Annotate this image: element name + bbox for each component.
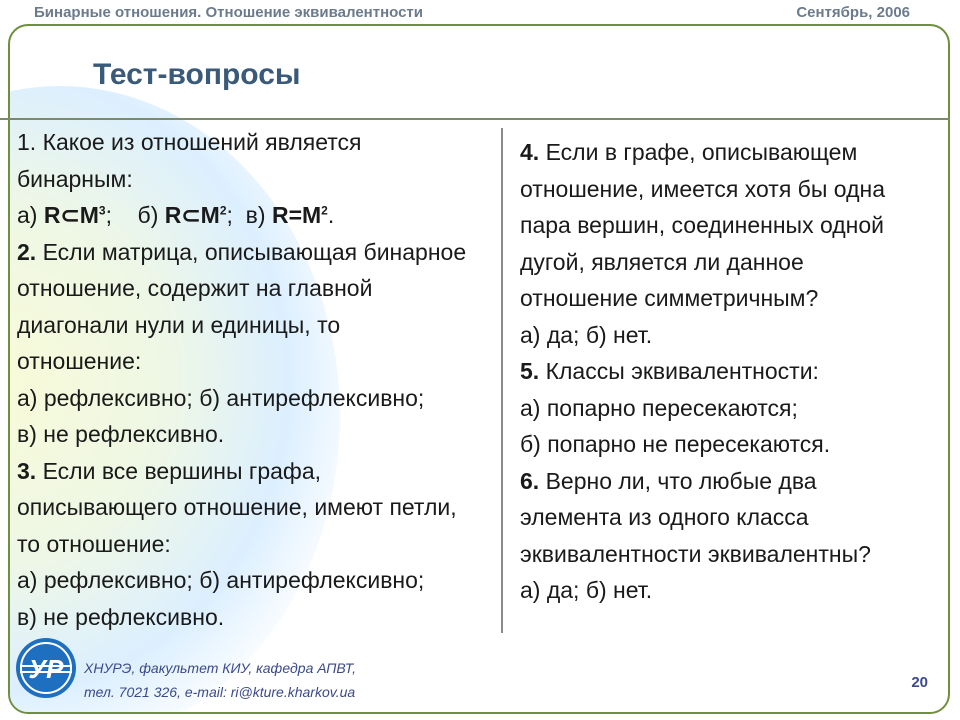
option-a-punct: ;: [105, 202, 112, 228]
slide-title: Тест-вопросы: [93, 58, 301, 91]
question-3-line: то отношение:: [17, 530, 171, 557]
question-5-text: Классы эквивалентности:: [539, 358, 819, 384]
option-c-punct: .: [327, 202, 335, 228]
question-6-line: эквивалентности эквивалентны?: [520, 540, 871, 567]
footer-affiliation: ХНУРЭ, факультет КИУ, кафедра АПВТ,: [84, 660, 357, 676]
question-3-line: описывающего отношение, имеют петли,: [17, 494, 457, 520]
option-c-label: в): [245, 202, 272, 228]
question-3-text: Если все вершины графа,: [36, 457, 322, 484]
question-5-options: б) попарно не пересекаются.: [520, 431, 831, 457]
question-2-line: [17, 234, 499, 271]
question-4-line: отношение симметричным?: [520, 285, 819, 311]
question-5-number: 5.: [520, 358, 540, 384]
question-6-options: а) да; б) нет.: [520, 577, 653, 603]
option-c-relation: R=M: [271, 202, 322, 228]
option-b-exponent: 2: [219, 203, 227, 218]
question-5-line: [520, 353, 950, 390]
option-a-label: а): [17, 202, 44, 228]
question-2-line: диагонали нули и единицы, то: [17, 311, 341, 338]
question-4-options: а) да; б) нет.: [520, 321, 653, 348]
question-3-number: 3.: [17, 457, 37, 484]
question-6-line: [520, 463, 950, 500]
question-2-options: в) не рефлексивно.: [17, 421, 225, 447]
question-6-text: Верно ли, что любые два: [539, 467, 817, 494]
left-column: [17, 124, 499, 635]
option-a-relation: R⊂M: [43, 202, 99, 228]
question-2-number: 2.: [17, 238, 37, 265]
question-4-number: 4.: [520, 139, 540, 165]
question-3-line: [17, 453, 499, 490]
question-4-line: пара вершин, соединенных одной: [520, 212, 885, 238]
option-b-relation: R⊂M: [164, 202, 220, 228]
question-2-text: Если матрица, описывающая бинарное: [36, 238, 467, 265]
option-a-exponent: 3: [98, 203, 106, 218]
question-3-options: а) рефлексивно; б) антирефлексивно;: [17, 567, 425, 593]
footer-contacts: тел. 7021 326, e-mail: ri@kture.kharkov.ua: [84, 684, 356, 700]
question-1-options: [17, 197, 499, 234]
question-5-options: а) попарно пересекаются;: [520, 394, 798, 421]
question-1-line: бинарным:: [17, 165, 133, 192]
slide-header-date: Сентябрь, 2006: [796, 4, 910, 21]
right-column: [520, 134, 950, 609]
question-2-line: отношение:: [17, 348, 142, 374]
column-divider: [501, 128, 503, 633]
question-6-line: элемента из одного класса: [520, 504, 809, 530]
question-6-number: 6.: [520, 467, 540, 494]
slide-header-topic: Бинарные отношения. Отношение эквивалентности: [34, 4, 424, 21]
page-number: 20: [911, 674, 928, 691]
question-2-line: отношение, содержит на главной: [17, 275, 373, 301]
question-2-options: а) рефлексивно; б) антирефлексивно;: [17, 384, 425, 411]
option-c-exponent: 2: [321, 203, 328, 218]
question-4-line: отношение, имеется хотя бы одна: [520, 175, 885, 202]
university-logo-icon: [14, 636, 78, 700]
question-4-line: дугой, является ли данное: [520, 248, 804, 275]
option-b-label: б): [137, 202, 165, 228]
logo-text: УР: [28, 654, 64, 684]
title-divider: [0, 118, 950, 120]
question-1-line: 1. Какое из отношений является: [17, 129, 362, 155]
question-4-text: Если в графе, описывающем: [539, 139, 858, 165]
question-4-line: [520, 134, 950, 171]
option-b-punct: ;: [226, 202, 233, 228]
question-3-options: в) не рефлексивно.: [17, 603, 225, 630]
